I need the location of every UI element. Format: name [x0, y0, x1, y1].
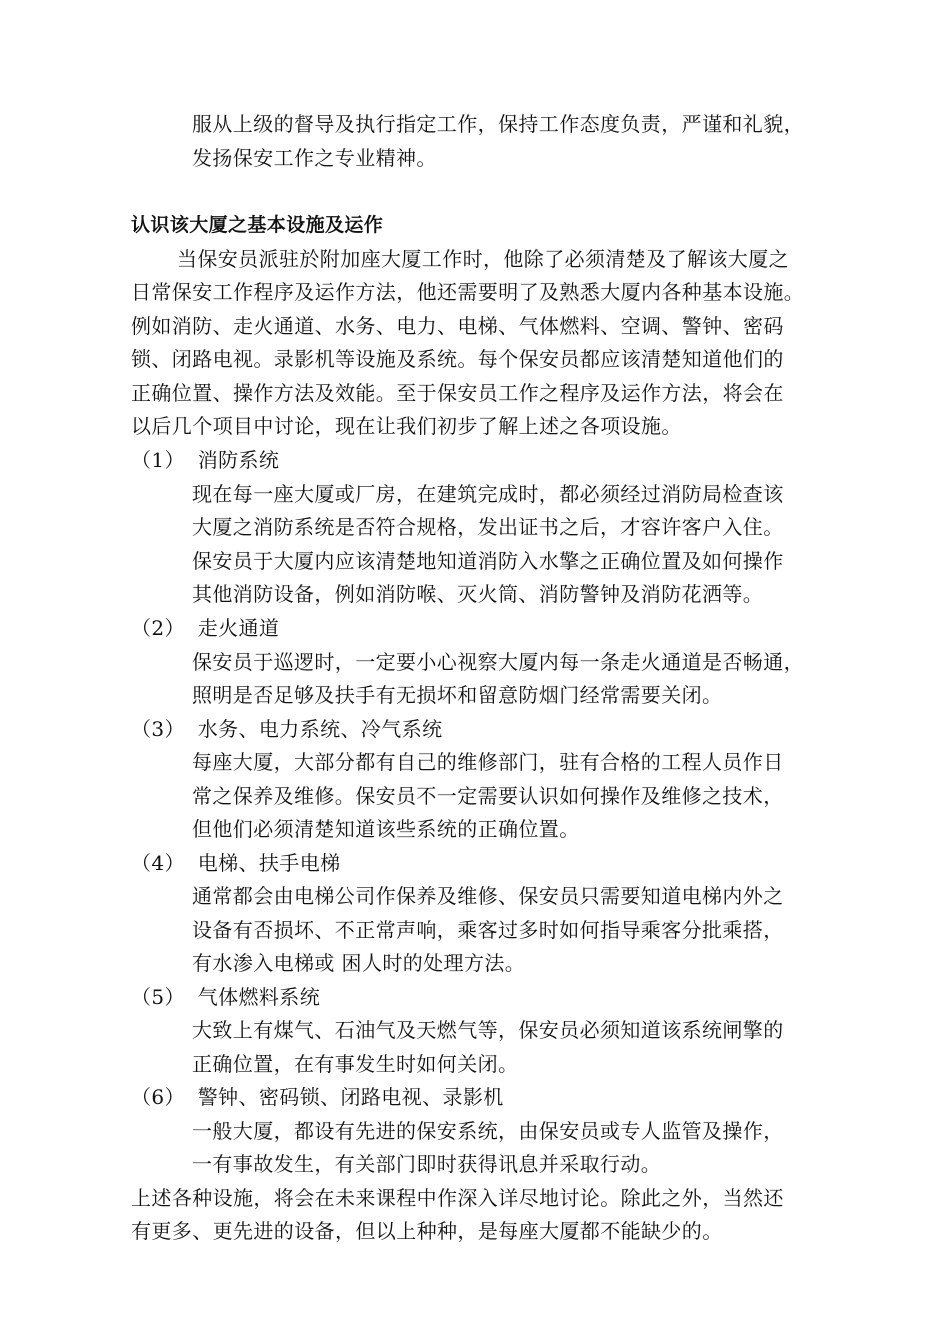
item-heading [131, 846, 341, 880]
item-line: 通常都会由电梯公司作保养及维修、保安员只需要知道电梯内外之 [192, 884, 784, 908]
item-line: 一般大厦，都设有先进的保安系统，由保安员或专人监管及操作， [192, 1119, 784, 1143]
item-heading [131, 1080, 504, 1114]
item-heading [131, 443, 279, 477]
item-title: 走火通道 [197, 616, 280, 640]
item-line: 有水渗入电梯或 困人时的处理方法。 [192, 951, 526, 975]
item-number: （4） [131, 851, 185, 875]
section-heading: 认识该大厦之基本设施及运作 [131, 214, 384, 236]
item-line: 大厦之消防系统是否符合规格，发出证书之后，才容许客户入住。 [192, 515, 784, 539]
item-line: 保安员于巡逻时，一定要小心视察大厦内每一条走火通道是否畅通， [192, 650, 804, 674]
item-number: （3） [131, 717, 185, 741]
paragraph-line: 日常保安工作程序及运作方法，他还需要明了及熟悉大厦内各种基本设施。 [131, 280, 805, 304]
item-number: （1） [131, 448, 185, 472]
item-title: 气体燃料系统 [197, 985, 321, 1009]
paragraph-line: 锁、闭路电视。录影机等设施及系统。每个保安员都应该清楚知道他们的 [131, 347, 784, 371]
item-number: （5） [131, 985, 185, 1009]
item-line: 其他消防设备，例如消防喉、灭火筒、消防警钟及消防花洒等。 [192, 582, 764, 606]
paragraph-line: 以后几个项目中讨论，现在让我们初步了解上述之各项设施。 [131, 414, 682, 438]
intro-line: 服从上级的督导及执行指定工作，保持工作态度负责，严谨和礼貌， [192, 112, 804, 136]
paragraph-line: 例如消防、走火通道、水务、电力、电梯、气体燃料、空调、警钟、密码 [131, 314, 784, 338]
item-line: 正确位置，在有事发生时如何关闭。 [192, 1052, 519, 1076]
closing-line: 上述各种设施，将会在未来课程中作深入详尽地讨论。除此之外，当然还 [131, 1186, 784, 1210]
item-line: 但他们必须清楚知道该些系统的正确位置。 [192, 817, 580, 841]
item-number: （2） [131, 616, 185, 640]
item-heading [131, 611, 279, 645]
item-line: 一有事故发生，有关部门即时获得讯息并采取行动。 [192, 1152, 662, 1176]
paragraph-line: 当保安员派驻於附加座大厦工作时，他除了必须清楚及了解该大厦之 [177, 247, 789, 271]
item-line: 常之保养及维修。保安员不一定需要认识如何操作及维修之技术， [192, 784, 784, 808]
closing-line: 有更多、更先进的设备，但以上种种，是每座大厦都不能缺少的。 [131, 1219, 723, 1243]
item-line: 现在每一座大厦或厂房，在建筑完成时，都必须经过消防局检查该 [192, 482, 784, 506]
paragraph-line: 正确位置、操作方法及效能。至于保安员工作之程序及运作方法，将会在 [131, 381, 784, 405]
item-line: 保安员于大厦内应该清楚地知道消防入水擎之正确位置及如何操作 [192, 549, 784, 573]
item-title: 电梯、扶手电梯 [197, 851, 341, 875]
item-line: 照明是否足够及扶手有无损坏和留意防烟门经常需要关闭。 [192, 683, 723, 707]
item-title: 警钟、密码锁、闭路电视、录影机 [197, 1085, 504, 1109]
item-title: 水务、电力系统、冷气系统 [197, 717, 443, 741]
intro-line: 发扬保安工作之专业精神。 [192, 146, 437, 170]
item-title: 消防系统 [197, 448, 280, 472]
item-line: 大致上有煤气、石油气及天燃气等，保安员必须知道该系统闸擎的 [192, 1018, 784, 1042]
item-heading [131, 712, 443, 746]
item-line: 设备有否损坏、不正常声响，乘客过多时如何指导乘客分批乘搭， [192, 918, 784, 942]
item-line: 每座大厦，大部分都有自己的维修部门，驻有合格的工程人员作日 [192, 750, 784, 774]
item-number: （6） [131, 1085, 185, 1109]
item-heading [131, 980, 320, 1014]
